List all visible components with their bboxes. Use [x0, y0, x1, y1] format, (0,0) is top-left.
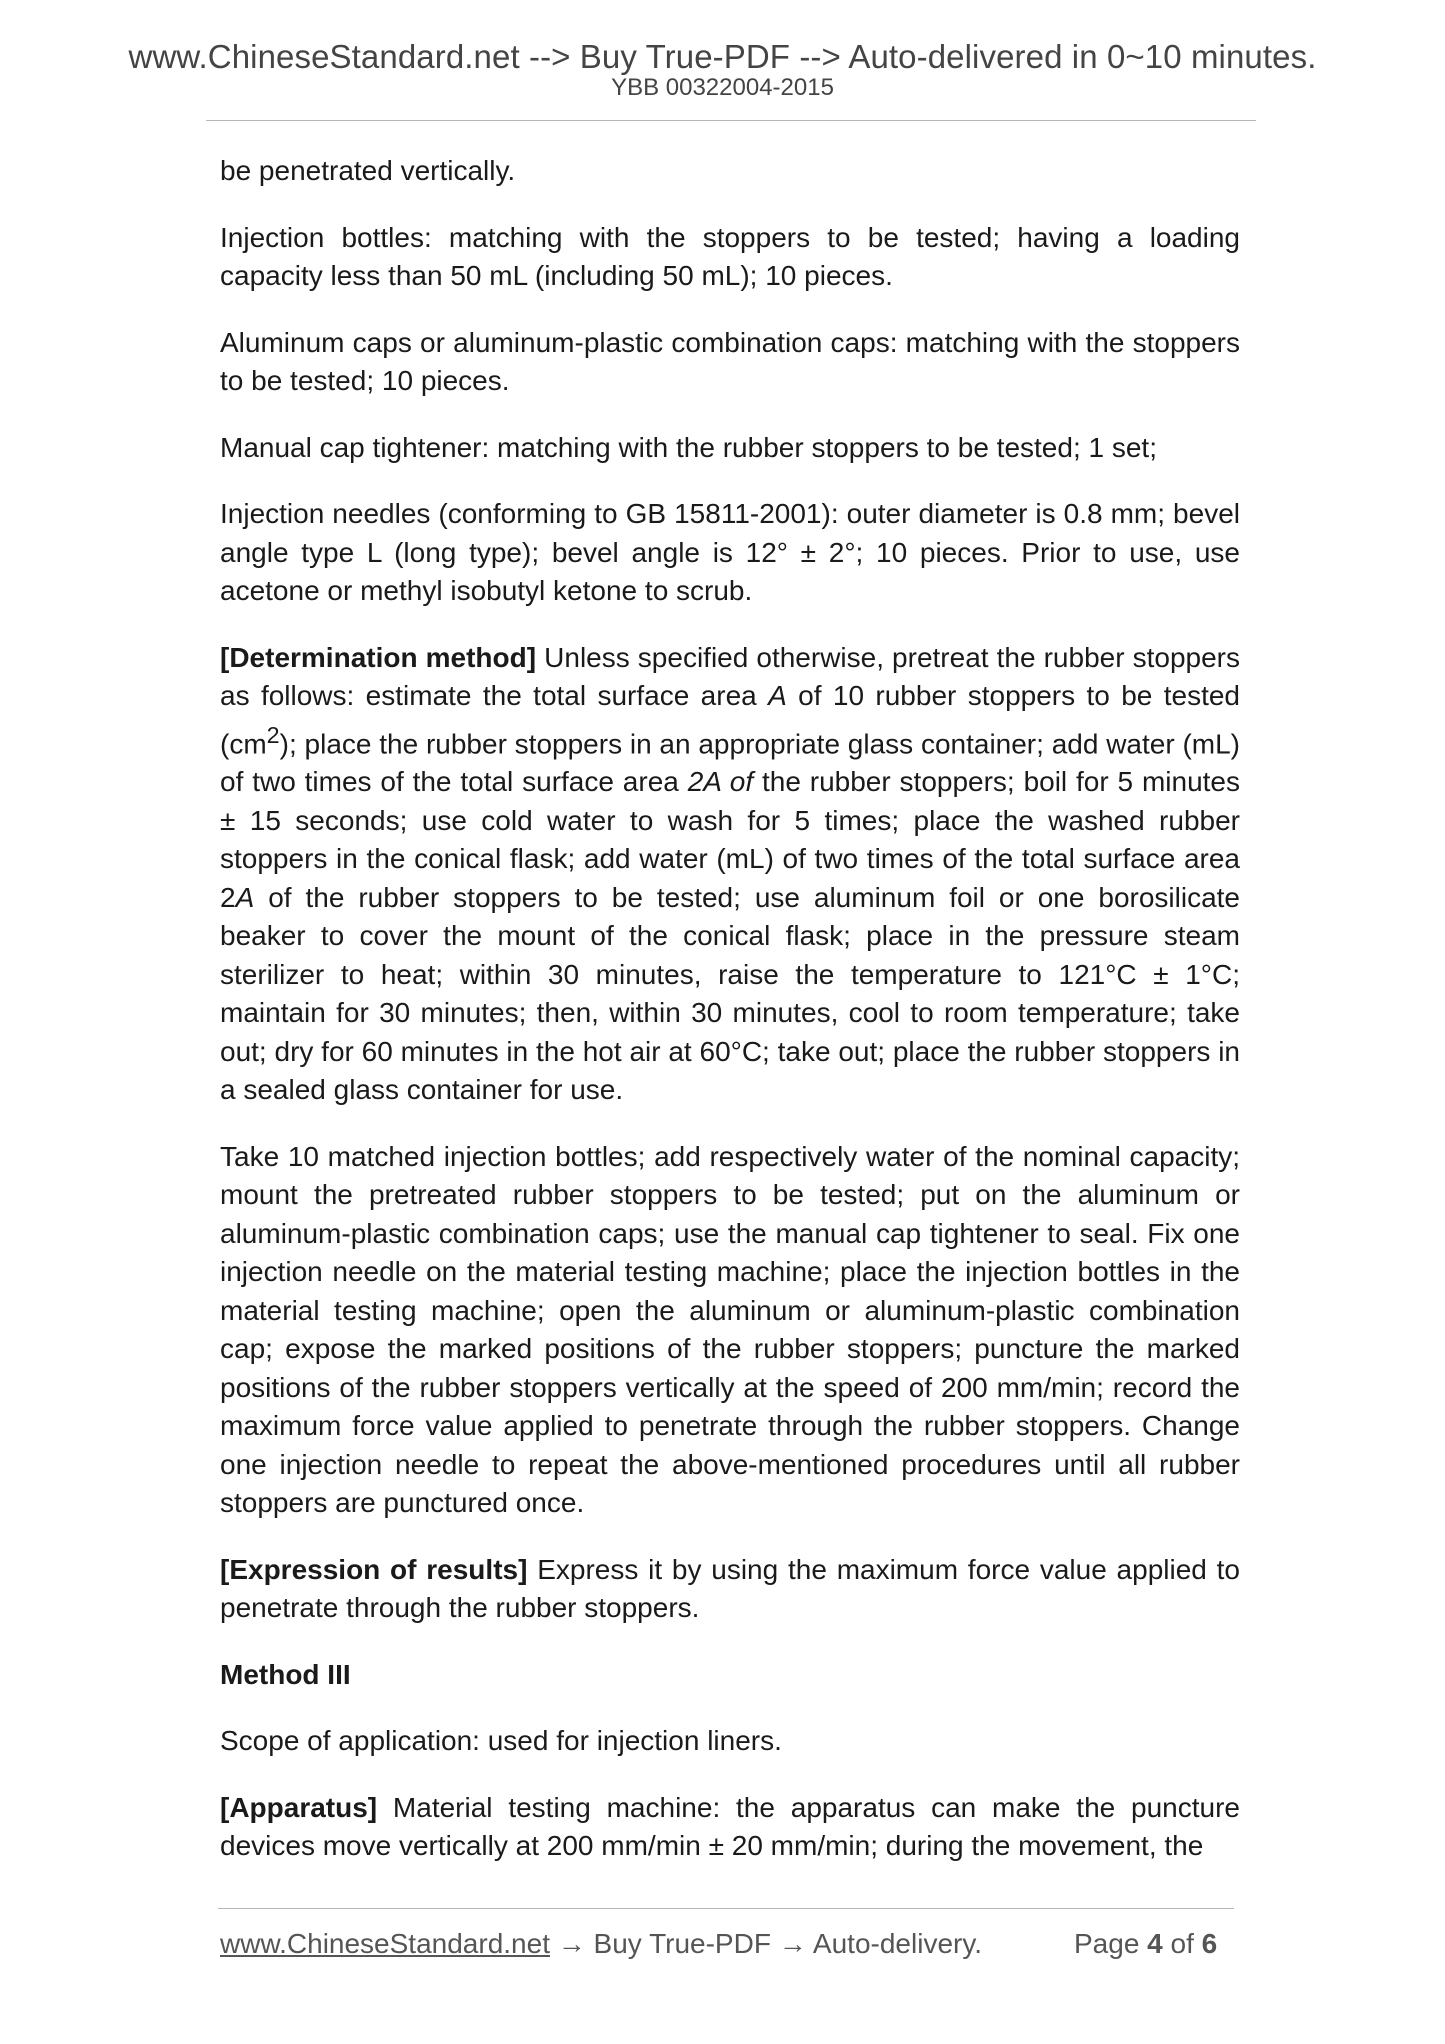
page-indicator — [1074, 1928, 1217, 1960]
header-divider — [206, 120, 1256, 121]
top-banner: www.ChineseStandard.net --> Buy True-PDF --> Auto-delivered in 0~10 minutes. — [128, 38, 1317, 75]
apparatus-text: Material testing machine: the apparatus can make the puncture devices move vertically at 200 mm/min ± 20 mm/min; during the movement, the — [220, 1791, 1240, 1862]
paragraph-apparatus — [220, 1789, 1240, 1866]
footer-links — [220, 1928, 982, 1960]
footer-divider — [218, 1908, 1234, 1909]
determination-text-d: the rubber stoppers; boil for 5 minutes ± 15 seconds; use cold water to wash for 5 times; place the washed rubber stoppers in the conical flask; add water (mL) of two times of the total surface area 2 — [220, 766, 1240, 913]
variable-2a-of: 2A of — [687, 766, 754, 798]
document-code: YBB 00322004-2015 — [611, 74, 834, 101]
of-word: of — [1162, 1928, 1202, 1959]
paragraph-determination-method — [220, 639, 1240, 1110]
paragraph-continuation: be penetrated vertically. — [220, 155, 516, 186]
determination-method-label: [Determination method] — [220, 641, 537, 673]
superscript-2: 2 — [266, 721, 280, 748]
paragraph-injection-bottles: Injection bottles: matching with the stoppers to be tested; having a loading capacity less than 50 mL (including 50 mL); 10 pieces. — [220, 221, 1240, 291]
current-page-number: 4 — [1147, 1928, 1163, 1959]
page-word: Page — [1074, 1928, 1148, 1959]
apparatus-label: [Apparatus] — [220, 1791, 378, 1823]
paragraph-aluminum-caps: Aluminum caps or aluminum-plastic combination caps: matching with the stoppers to be tested; 10 pieces. — [220, 326, 1240, 396]
paragraph-injection-needles: Injection needles (conforming to GB 15811-2001): outer diameter is 0.8 mm; bevel angle type L (long type); bevel angle is 12° ± 2°; 10 pieces. Prior to use, use acetone or methyl isobutyl ketone to scrub. — [220, 498, 1240, 606]
determination-text-c: ); place the rubber stoppers in an appropriate glass container; add water (mL) of two times of the total surface area — [220, 727, 1240, 798]
page-content — [220, 152, 1240, 1894]
heading-method-iii: Method III — [220, 1658, 351, 1690]
expression-of-results-text: Express it by using the maximum force value applied to penetrate through the rubber stoppers. — [220, 1553, 1240, 1624]
expression-of-results-label: [Expression of results] — [220, 1553, 528, 1585]
paragraph-scope: Scope of application: used for injection liners. — [220, 1725, 782, 1757]
variable-a-second: A — [235, 881, 255, 913]
determination-text-e: of the rubber stoppers to be tested; use aluminum foil or one borosilicate beaker to cover the mount of the conical flask; place in the pressure steam sterilizer to heat; within 30 minutes, raise the temperature to 121°C ± 1°C; maintain for 30 minutes; then, within 30 minutes, cool to room temperature; take out; dry for 60 minutes in the hot air at 60°C; take out; place the rubber stoppers in a sealed glass container for use. — [220, 881, 1240, 1106]
determination-text-b: of 10 rubber stoppers to be tested (cm — [220, 680, 1240, 759]
paragraph-expression-of-results — [220, 1551, 1240, 1628]
determination-text-a: Unless specified otherwise, pretreat the rubber stoppers as follows: estimate the total surface area — [220, 641, 1241, 711]
paragraph-cap-tightener: Manual cap tightener: matching with the rubber stoppers to be tested; 1 set; — [220, 431, 1157, 463]
footer-site-link[interactable]: www.ChineseStandard.net — [220, 1928, 550, 1959]
footer-delivery-text: → Buy True-PDF → Auto-delivery. — [549, 1928, 983, 1959]
variable-a: A — [768, 680, 787, 711]
total-pages-number: 6 — [1201, 1928, 1218, 1959]
paragraph-procedure: Take 10 matched injection bottles; add respectively water of the nominal capacity; mount the pretreated rubber stoppers to be tested; put on the aluminum or aluminum-plastic combination caps; use the manual cap tightener to seal. Fix one injection needle on the material testing machine; place the injection bottles in the material testing machine; open the aluminum or aluminum-plastic combination cap; expose the marked positions of the rubber stoppers; puncture the marked positions of the rubber stoppers vertically at the speed of 200 mm/min; record the maximum force value applied to penetrate through the rubber stoppers. Change one injection needle to repeat the above-mentioned procedures until all rubber stoppers are punctured once. — [220, 1140, 1240, 1519]
